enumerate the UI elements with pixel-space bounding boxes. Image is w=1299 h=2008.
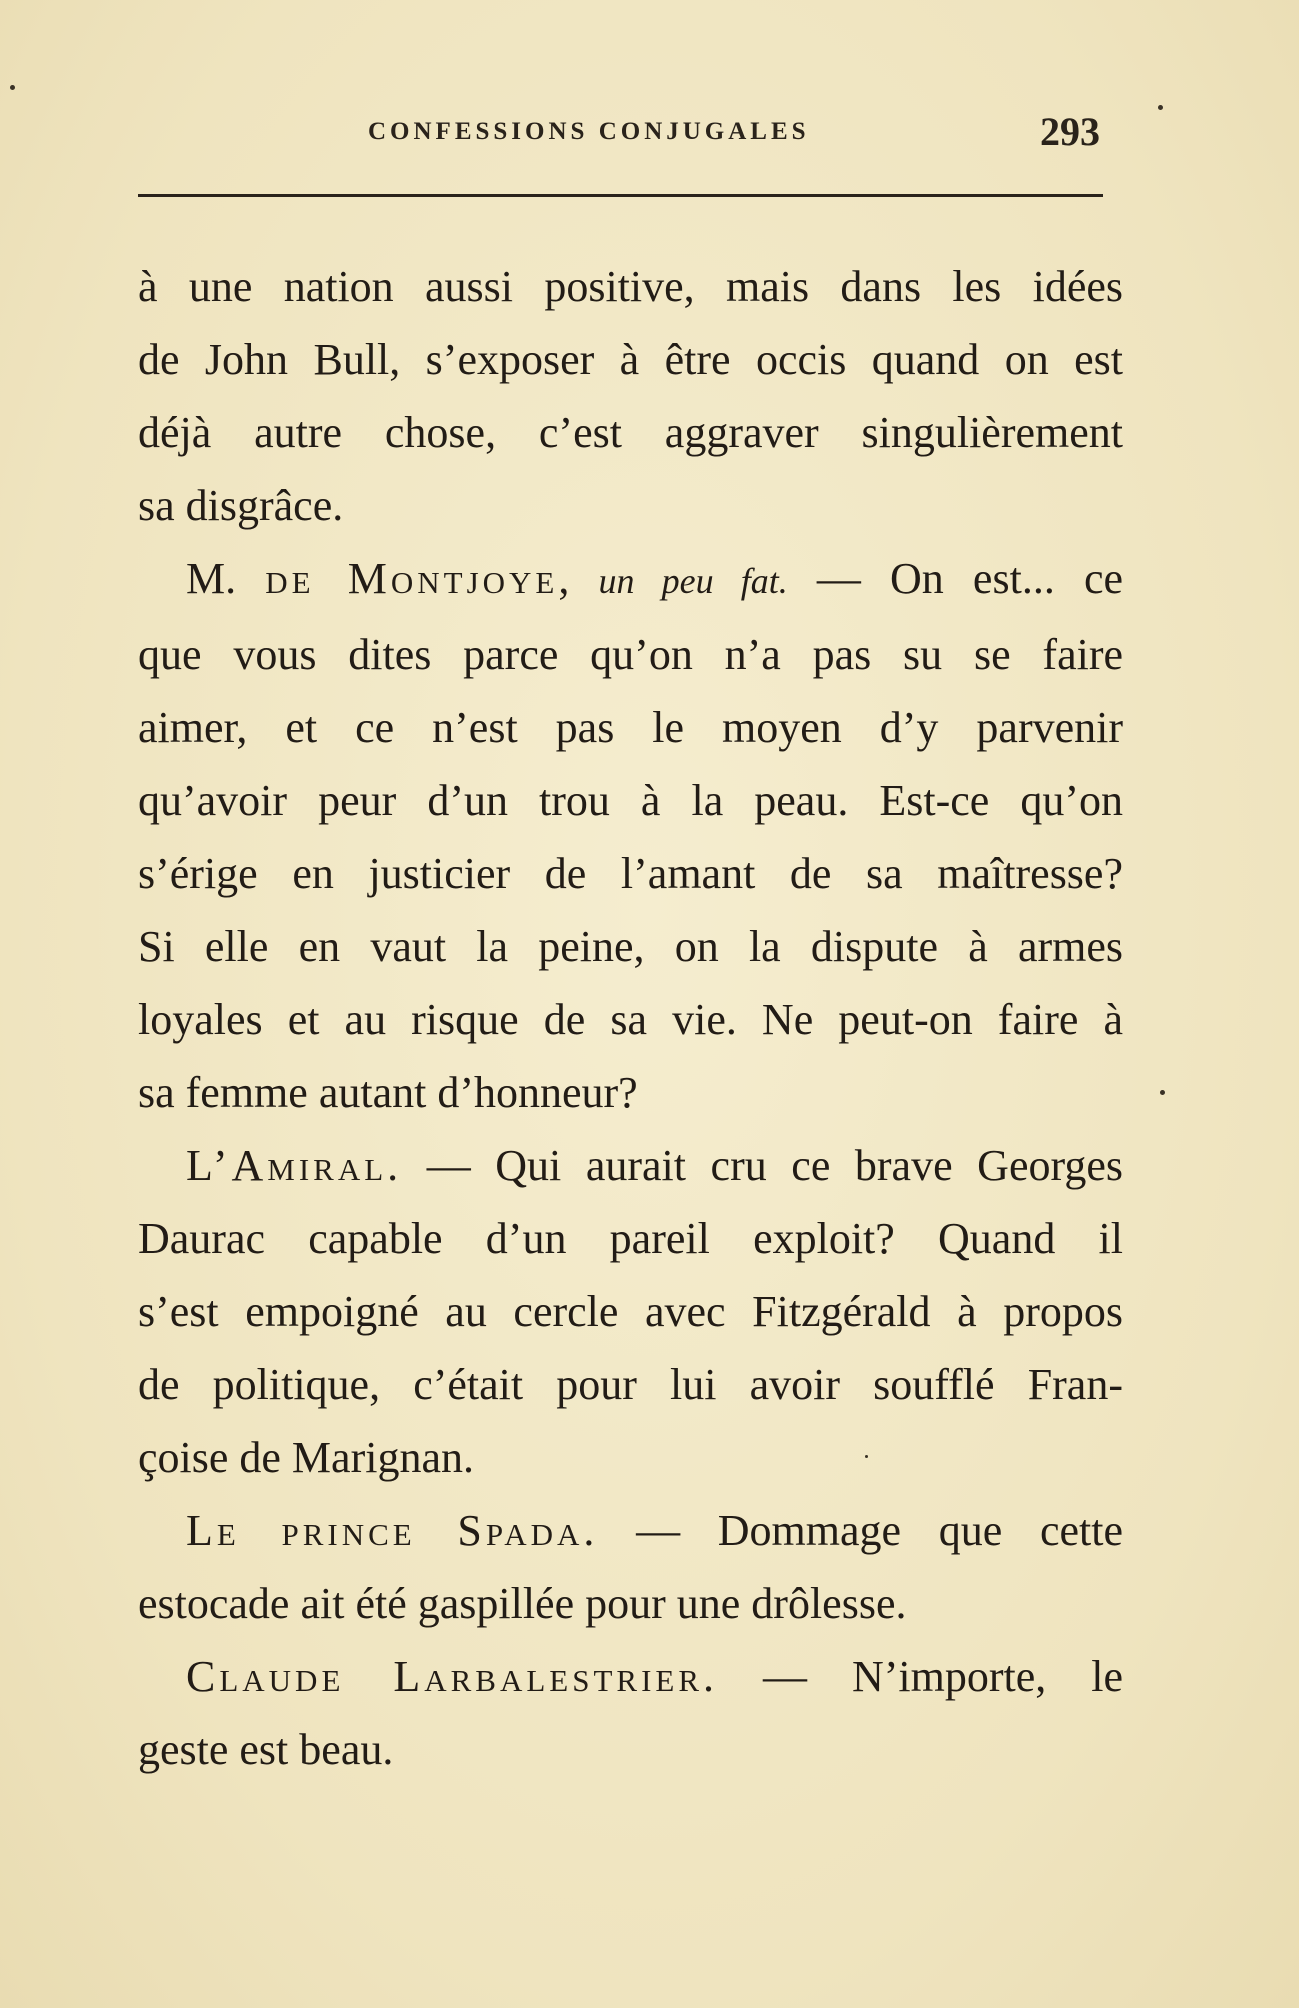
text-line: déjà autre chose, c’est aggraver singulièrement <box>138 408 1123 457</box>
speaker-montjoye-de: de <box>265 554 348 603</box>
text-line: aimer, et ce n’est pas le moyen d’y parvenir <box>138 703 1123 752</box>
speaker-larbalestrier: Claude Larbalestrier. <box>186 1652 719 1701</box>
text-line: Si elle en vaut la peine, on la dispute à armes <box>138 922 1123 971</box>
dialogue-line-amiral <box>138 1129 1123 1202</box>
text-line: s’est empoigné au cercle avec Fitzgérald à propos <box>138 1287 1123 1336</box>
text-line: de politique, c’était pour lui avoir soufflé Fran- <box>138 1360 1123 1409</box>
speaker-spada: Le prince Spada. <box>186 1506 599 1555</box>
running-head: CONFESSIONS CONJUGALES <box>368 118 810 145</box>
speaker-montjoye-m: M. <box>186 554 266 603</box>
text-line: Daurac capable d’un pareil exploit? Quand il <box>138 1214 1123 1263</box>
dialogue-line-larbalestrier <box>138 1640 1123 1713</box>
dialogue-line-spada <box>138 1494 1123 1567</box>
dialogue-line-montjoye: M. de Montjoye, un peu fat. — On est... ce <box>186 554 1124 603</box>
paper-speck <box>1160 1090 1165 1095</box>
text-line: à une nation aussi positive, mais dans les idées <box>138 262 1123 311</box>
text-line: de John Bull, s’exposer à être occis quand on est <box>138 335 1123 384</box>
paper-speck <box>1158 105 1163 110</box>
text-line: loyales et au risque de sa vie. Ne peut-on faire à <box>138 995 1123 1044</box>
stage-direction: un peu fat. <box>598 561 788 601</box>
dialogue-text: — Qui aurait cru ce brave Georges <box>402 1141 1123 1190</box>
text-line: s’érige en justicier de l’amant de sa maîtresse? <box>138 849 1123 898</box>
text-line: estocade ait été gaspillée pour une drôlesse. <box>138 1579 907 1628</box>
body-text <box>138 250 1123 1786</box>
paper-speck <box>10 85 15 90</box>
paper-speck <box>865 1455 868 1458</box>
dialogue-text: — N’importe, le <box>718 1652 1123 1701</box>
header-rule <box>138 194 1103 197</box>
dialogue-text: — On est... ce <box>787 554 1124 603</box>
page-number: 293 <box>1040 109 1100 154</box>
speaker-montjoye-name: Montjoye <box>347 554 559 603</box>
text-line: qu’avoir peur d’un trou à la peau. Est-ce qu’on <box>138 776 1123 825</box>
text-line: sa femme autant d’honneur? <box>138 1068 638 1117</box>
text-line: sa disgrâce. <box>138 481 344 530</box>
text-line: geste est beau. <box>138 1725 394 1774</box>
text-line: que vous dites parce qu’on n’a pas su se faire <box>138 630 1123 679</box>
speaker-amiral: L’Amiral. <box>186 1141 403 1190</box>
text-line: çoise de Marignan. <box>138 1433 474 1482</box>
dialogue-text: — Dommage que cette <box>598 1506 1123 1555</box>
